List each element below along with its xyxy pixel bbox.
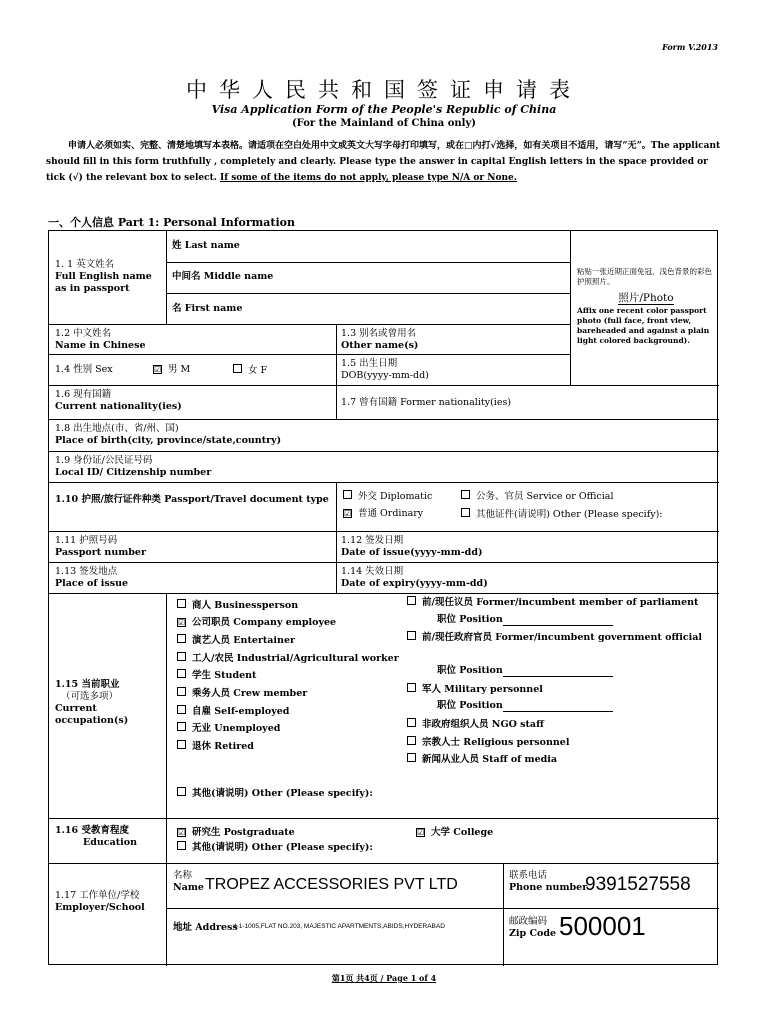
dob-field[interactable]: 1.5 出生日期 DOB(yyyy-mm-dd) — [341, 358, 429, 381]
doc-other-checkbox[interactable]: 其他证件(请说明) Other (Please specify): — [461, 508, 663, 521]
employer-name-label: 名称 Name — [173, 870, 204, 893]
name-in-chinese-field[interactable]: 1.2 中文姓名 Name in Chinese — [55, 328, 146, 351]
address-label: 地址 Address — [173, 922, 238, 933]
passport-number-field[interactable]: 1.11 护照号码 Passport number — [55, 535, 146, 558]
employer-name-value[interactable]: TROPEZ ACCESSORIES PVT LTD — [205, 876, 458, 893]
place-of-birth-field[interactable]: 1.8 出生地点(市、省/州、国) Place of birth(city, province/state,country) — [55, 423, 282, 446]
phone-number-value[interactable]: 9391527558 — [585, 874, 691, 895]
form-subtitle: (For the Mainland of China only) — [291, 118, 477, 129]
local-id-field[interactable]: 1.9 身份证/公民证号码 Local ID/ Citizenship number — [55, 455, 212, 478]
sex-label: 1.4 性别 Sex — [55, 364, 113, 375]
first-name-field[interactable]: 名 First name — [172, 303, 243, 314]
page-footer: 第1页 共4页 / Page 1 of 4 — [331, 973, 437, 983]
occupation-option-checkbox[interactable]: 学生 Student — [177, 669, 256, 682]
full-english-name-label: 1. 1 英文姓名 Full English name as in passport — [55, 259, 152, 294]
address-value[interactable]: 4-1-1005,FLAT NO.203, MAJESTIC APARTMENTS,ABIDS,HYDERABAD — [233, 923, 445, 930]
doc-diplomatic-checkbox[interactable]: 外交 Diplomatic — [343, 490, 432, 503]
personal-info-table — [48, 230, 718, 965]
middle-name-field[interactable]: 中间名 Middle name — [172, 271, 274, 282]
other-names-field[interactable]: 1.3 别名或曾用名 Other name(s) — [341, 328, 419, 351]
occupation-option-checkbox[interactable]: 退休 Retired — [177, 740, 254, 753]
occupation-option-checkbox[interactable]: 演艺人员 Entertainer — [177, 634, 295, 647]
employer-label: 1.17 工作单位/学校 Employer/School — [55, 890, 145, 913]
occupation-religious-checkbox[interactable]: 宗教人士 Religious personnel — [407, 736, 569, 749]
form-version: Form V.2013 — [662, 42, 718, 52]
doc-service-checkbox[interactable]: 公务、官员 Service or Official — [461, 490, 613, 503]
photo-box[interactable]: 照片/Photo — [618, 292, 674, 304]
occupation-option-checkbox[interactable]: 工人/农民 Industrial/Agricultural worker — [177, 652, 399, 665]
education-other-checkbox[interactable]: 其他(请说明) Other (Please specify): — [177, 841, 373, 854]
doc-ordinary-checkbox[interactable]: ☑ 普通 Ordinary — [344, 508, 424, 519]
occupation-ngo-checkbox[interactable]: 非政府组织人员 NGO staff — [407, 718, 544, 731]
form-title-chinese: 中华人民共和国签证申请表 — [186, 78, 582, 102]
occupation-option-checkbox[interactable]: 无业 Unemployed — [177, 722, 280, 735]
photo-instruction-cn: 粘贴一张近期正面免冠、浅色背景的彩色护照照片。 — [577, 267, 712, 286]
parliament-position-field[interactable]: 职位 Position — [437, 614, 613, 626]
education-college-checkbox[interactable]: ☑ 大学 College — [417, 827, 494, 838]
form-title-english: Visa Application Form of the People's Republic of China — [211, 103, 557, 116]
last-name-field[interactable]: 姓 Last name — [172, 240, 240, 251]
sex-male-checkbox[interactable]: ☑ 男 M — [154, 364, 191, 375]
occupation-other-checkbox[interactable]: 其他(请说明) Other (Please specify): — [177, 787, 373, 800]
education-label: 1.16 受教育程度 Education — [55, 825, 137, 848]
occupation-media-checkbox[interactable]: 新闻从业人员 Staff of media — [407, 753, 557, 766]
date-of-issue-field[interactable]: 1.12 签发日期 Date of issue(yyyy-mm-dd) — [341, 535, 483, 558]
sex-female-checkbox[interactable]: 女 F — [233, 364, 267, 377]
military-position-field[interactable]: 职位 Position — [437, 700, 613, 712]
instructions: 申请人必须如实、完整、清楚地填写本表格。请适项在空白处用中文或英文大写字母打印填写，或在□内打√选择，如有关项目不适用，请写“无”。The applicant should fill in this form truthfully , completely and clearly. Please type the answer in capital English letters in the space provided or tick (√) the relevant box to select. If some of the items do not apply, please type N/A or None. — [46, 141, 721, 183]
date-of-expiry-field[interactable]: 1.14 失效日期 Date of expiry(yyyy-mm-dd) — [341, 566, 488, 589]
place-of-issue-field[interactable]: 1.13 签发地点 Place of issue — [55, 566, 129, 589]
section-personal-info: 一、个人信息 Part 1: Personal Information — [48, 216, 295, 229]
photo-instruction-en: Affix one recent color passport photo (full face, front view, bareheaded and against a plain light colored background). — [577, 306, 710, 345]
occupation-option-checkbox[interactable]: 乘务人员 Crew member — [177, 687, 307, 700]
phone-number-label: 联系电话 Phone number — [509, 870, 588, 893]
occupation-gov-official-checkbox[interactable]: 前/现任政府官员 Former/incumbent government official — [407, 631, 707, 644]
occupation-parliament-checkbox[interactable]: 前/现任议员 Former/incumbent member of parliament — [407, 596, 698, 609]
occupation-option-checkbox[interactable]: 自雇 Self-employed — [177, 705, 289, 718]
occupation-military-checkbox[interactable]: 军人 Military personnel — [407, 683, 543, 696]
occupation-option-checkbox[interactable]: ☑ 公司职员 Company employee — [178, 616, 337, 628]
education-postgraduate-checkbox[interactable]: ☑ 研究生 Postgraduate — [178, 827, 295, 838]
travel-document-type-label: 1.10 护照/旅行证件种类 Passport/Travel document type — [55, 494, 329, 505]
occupation-label: 1.15 当前职业 （可选多项） Current occupation(s) — [55, 679, 129, 726]
zip-code-label: 邮政编码 Zip Code — [509, 916, 557, 939]
zip-code-value[interactable]: 500001 — [559, 911, 646, 941]
gov-position-field[interactable]: 职位 Position — [437, 665, 613, 677]
occupation-option-checkbox[interactable]: 商人 Businessperson — [177, 599, 298, 612]
former-nationality-field[interactable]: 1.7 曾有国籍 Former nationality(ies) — [341, 397, 512, 408]
current-nationality-field[interactable]: 1.6 现有国籍 Current nationality(ies) — [55, 389, 182, 412]
